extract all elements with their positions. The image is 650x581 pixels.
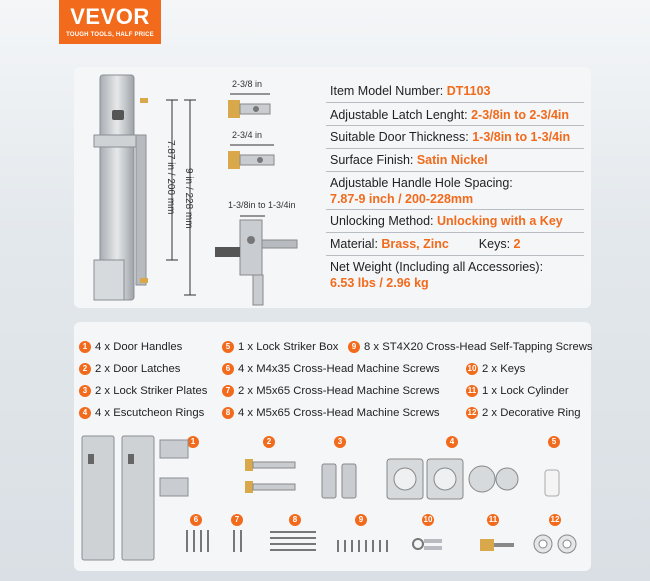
spec-model: Item Model Number: DT1103	[330, 84, 491, 98]
part-badge-11: 11	[488, 515, 498, 524]
spec-material: Material: Brass, Zinc Keys: 2	[330, 237, 521, 251]
part-legend-9: 9 8 x ST4X20 Cross-Head Self-Tapping Screws	[348, 341, 593, 353]
spec-finish: Surface Finish: Satin Nickel	[330, 153, 488, 167]
brand-name: VEVOR	[70, 4, 150, 29]
m5x65-long-screws-icon	[268, 528, 318, 554]
door-thickness-dim: 1-3/8in to 1-3/4in	[228, 200, 296, 210]
handle-spacing-dim: 7.87 in / 200 mm	[165, 140, 176, 215]
part-badge-8: 8	[289, 514, 301, 526]
latch-short-dim: 2-3/8 in	[232, 79, 263, 89]
part-badge-3: 3	[334, 436, 346, 448]
door-handles-icon	[76, 432, 196, 564]
part-legend-3: 3 2 x Lock Striker Plates	[79, 385, 207, 397]
spec-divider	[326, 209, 584, 210]
brand-logo	[59, 0, 161, 44]
spec-divider	[326, 148, 584, 149]
part-badge-6: 6	[190, 514, 202, 526]
decorative-rings-icon	[532, 533, 580, 555]
part-legend-7: 7 2 x M5x65 Cross-Head Machine Screws	[222, 385, 440, 397]
part-badge-2: 2	[263, 436, 275, 448]
part-badge-10: 10	[423, 515, 433, 524]
part-legend-6: 6 4 x M4x35 Cross-Head Machine Screws	[222, 363, 440, 375]
spec-door-thickness: Suitable Door Thickness: 1-3/8in to 1-3/4in	[330, 130, 571, 144]
m4x35-screws-icon	[182, 528, 212, 554]
part-badge-5: 5	[548, 436, 560, 448]
escutcheon-rings-icon	[385, 455, 520, 505]
striker-box-icon	[543, 468, 563, 500]
handleset-illustration	[90, 70, 160, 310]
part-legend-11: 11 1 x Lock Cylinder	[467, 385, 569, 397]
part-badge-9: 9	[355, 514, 367, 526]
lock-cylinder-icon	[478, 536, 518, 554]
brand-tagline: TOUGH TOOLS, HALF PRICE	[66, 32, 154, 38]
total-height-dim: 9 in / 228 mm	[183, 168, 194, 229]
striker-plates-icon	[320, 462, 360, 502]
spec-divider	[326, 255, 584, 256]
part-legend-2: 2 2 x Door Latches	[79, 363, 180, 375]
spec-handle-spacing-value: 7.87-9 inch / 200-228mm	[330, 192, 474, 206]
spec-weight-label: Net Weight (Including all Accessories):	[330, 260, 544, 274]
part-legend-4: 4 4 x Escutcheon Rings	[79, 407, 204, 419]
part-legend-10: 10 2 x Keys	[467, 363, 526, 375]
door-latches-icon	[243, 455, 303, 500]
self-tapping-screws-icon	[335, 538, 390, 554]
part-legend-1: 1 4 x Door Handles	[79, 341, 182, 353]
spec-divider	[326, 232, 584, 233]
latch-long-icon	[220, 143, 280, 173]
latch-long-dim: 2-3/4 in	[232, 130, 263, 140]
part-badge-12: 12	[550, 515, 560, 524]
spec-handle-spacing-label: Adjustable Handle Hole Spacing:	[330, 176, 513, 190]
part-legend-12: 12 2 x Decorative Ring	[467, 407, 581, 419]
part-legend-5: 5 1 x Lock Striker Box	[222, 341, 338, 353]
assembled-lock-icon	[205, 212, 305, 312]
part-badge-7: 7	[231, 514, 243, 526]
latch-short-icon	[220, 92, 280, 122]
part-badge-1: 1	[187, 436, 199, 448]
spec-divider	[326, 171, 584, 172]
spec-divider	[326, 125, 584, 126]
keys-icon	[410, 533, 445, 555]
part-badge-4: 4	[446, 436, 458, 448]
spec-unlocking: Unlocking Method: Unlocking with a Key	[330, 214, 563, 228]
spec-divider	[326, 102, 584, 103]
m5x65-screws-icon	[230, 528, 246, 554]
spec-latch-length: Adjustable Latch Lenght: 2-3/8in to 2-3/4in	[330, 108, 570, 122]
part-legend-8: 8 4 x M5x65 Cross-Head Machine Screws	[222, 407, 440, 419]
spec-weight-value: 6.53 lbs / 2.96 kg	[330, 276, 429, 290]
